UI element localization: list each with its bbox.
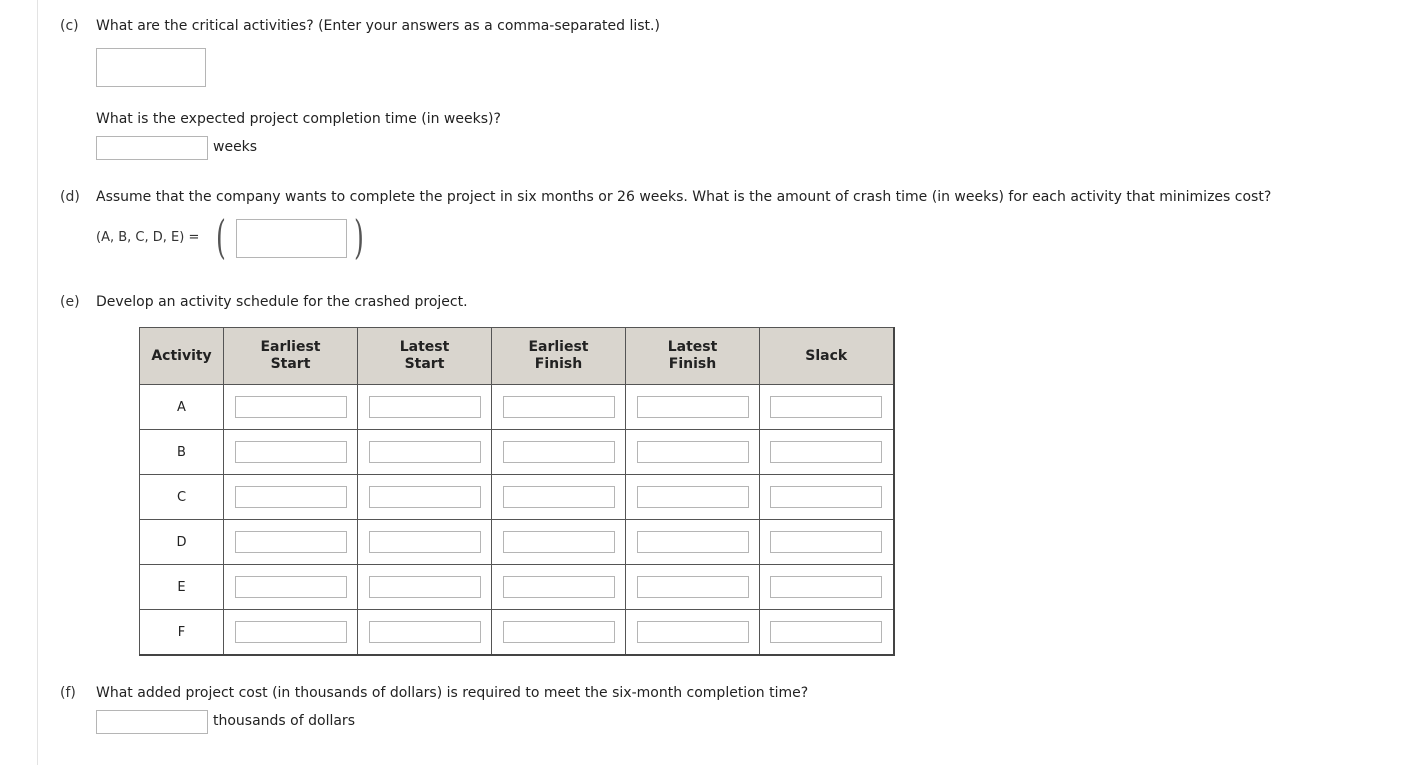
part-f-letter: (f) (60, 685, 76, 701)
slack-input[interactable] (770, 531, 882, 553)
earliest-start-input[interactable] (235, 621, 347, 643)
activity-cell: C (140, 475, 224, 520)
header-earliest-finish (492, 328, 626, 385)
latest-start-input[interactable] (369, 576, 481, 598)
header-ef-line2: Finish (534, 356, 583, 372)
slack-input[interactable] (770, 441, 882, 463)
header-ef-line1: Earliest (528, 339, 589, 355)
left-divider (37, 0, 38, 765)
table-row (140, 610, 894, 656)
earliest-finish-input[interactable] (503, 576, 615, 598)
table-row (140, 475, 894, 520)
earliest-finish-input[interactable] (503, 621, 615, 643)
header-ls-line2: Start (404, 356, 445, 372)
header-es-line1: Earliest (260, 339, 321, 355)
table-row (140, 520, 894, 565)
latest-start-input[interactable] (369, 531, 481, 553)
part-e-question: Develop an activity schedule for the crashed project. (96, 294, 468, 310)
latest-start-input[interactable] (369, 486, 481, 508)
header-lf-line2: Finish (668, 356, 717, 372)
earliest-start-input[interactable] (235, 486, 347, 508)
left-paren-glyph: ( (216, 210, 226, 264)
crash-tuple-label: (A, B, C, D, E) = (96, 230, 200, 245)
part-e-letter: (e) (60, 294, 80, 310)
part-c-letter: (c) (60, 18, 79, 34)
header-es-line2: Start (270, 356, 311, 372)
earliest-start-input[interactable] (235, 396, 347, 418)
table-row (140, 430, 894, 475)
slack-input[interactable] (770, 486, 882, 508)
earliest-finish-input[interactable] (503, 396, 615, 418)
activity-cell: F (140, 610, 224, 656)
crash-time-input[interactable] (236, 219, 347, 258)
earliest-start-input[interactable] (235, 441, 347, 463)
right-paren-glyph: ) (354, 210, 364, 264)
latest-finish-input[interactable] (637, 531, 749, 553)
header-slack (760, 328, 894, 385)
latest-finish-input[interactable] (637, 621, 749, 643)
table-row (140, 385, 894, 430)
header-activity-label: Activity (151, 347, 212, 364)
activity-schedule-table (139, 327, 895, 656)
part-d-question: Assume that the company wants to complete the project in six months or 26 weeks. What is the amount of crash time (in weeks) for each activity that minimizes cost? (96, 189, 1272, 205)
earliest-finish-input[interactable] (503, 441, 615, 463)
table-row (140, 565, 894, 610)
latest-finish-input[interactable] (637, 576, 749, 598)
completion-time-question: What is the expected project completion time (in weeks)? (96, 111, 501, 127)
header-activity (140, 328, 224, 385)
header-earliest-start (224, 328, 358, 385)
earliest-finish-input[interactable] (503, 486, 615, 508)
header-latest-start (358, 328, 492, 385)
added-cost-unit: thousands of dollars (213, 713, 355, 729)
header-lf-line1: Latest (667, 339, 718, 355)
activity-cell: E (140, 565, 224, 610)
header-ls-line1: Latest (399, 339, 450, 355)
activity-cell: D (140, 520, 224, 565)
latest-finish-input[interactable] (637, 441, 749, 463)
part-d-letter: (d) (60, 189, 80, 205)
slack-input[interactable] (770, 576, 882, 598)
latest-finish-input[interactable] (637, 486, 749, 508)
earliest-start-input[interactable] (235, 531, 347, 553)
activity-cell: B (140, 430, 224, 475)
table-header-row (140, 328, 894, 385)
part-f-question: What added project cost (in thousands of dollars) is required to meet the six-month completion time? (96, 685, 809, 701)
latest-start-input[interactable] (369, 396, 481, 418)
slack-input[interactable] (770, 396, 882, 418)
earliest-start-input[interactable] (235, 576, 347, 598)
header-slack-label: Slack (805, 347, 848, 364)
header-latest-finish (626, 328, 760, 385)
latest-finish-input[interactable] (637, 396, 749, 418)
earliest-finish-input[interactable] (503, 531, 615, 553)
critical-activities-input[interactable] (96, 48, 206, 87)
latest-start-input[interactable] (369, 441, 481, 463)
completion-time-input[interactable] (96, 136, 208, 160)
latest-start-input[interactable] (369, 621, 481, 643)
slack-input[interactable] (770, 621, 882, 643)
added-cost-input[interactable] (96, 710, 208, 734)
activity-cell: A (140, 385, 224, 430)
part-c-question: What are the critical activities? (Enter your answers as a comma-separated list.) (96, 18, 660, 34)
completion-time-unit: weeks (213, 139, 258, 155)
